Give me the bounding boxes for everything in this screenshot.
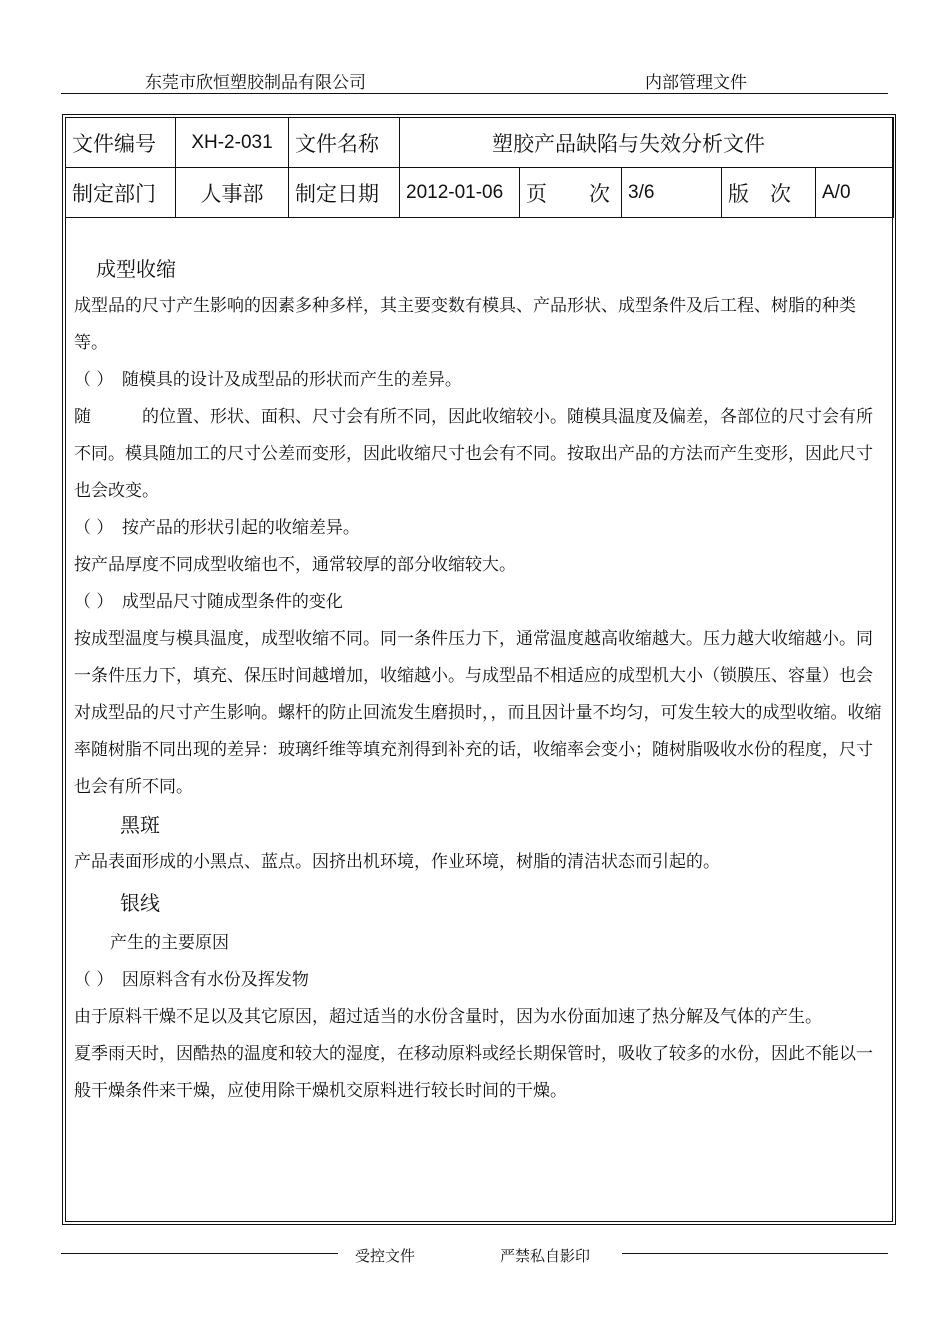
doc-name-label: 文件名称 — [289, 118, 400, 168]
doc-name-value: 塑胶产品缺陷与失效分析文件 — [400, 118, 894, 168]
list-item: （ ） 按产品的形状引起的收缩差异。 — [74, 518, 360, 538]
section-heading-black-spots: 黑斑 — [120, 813, 160, 837]
paragraph: 随 的位置、形状、面积、尺寸会有所不同，因此收缩较小。随模具温度及偏差，各部位的尺寸会有所不同。模具随加工的尺寸公差而变形，因此收缩尺寸也会有不同。按取出产品的方法而产生变形，因此尺寸也会改变。 — [74, 407, 873, 501]
page-label: 页 次 — [520, 168, 622, 218]
paragraph: 由于原料干燥不足以及其它原因，超过适当的水份含量时，因为水份面加速了热分解及气体的产生。 — [74, 1007, 822, 1027]
doc-no-value: XH-2-031 — [176, 118, 289, 168]
list-item: （ ） 成型品尺寸随成型条件的变化 — [74, 592, 343, 612]
footer-rule-left — [61, 1253, 338, 1254]
paragraph: 产品表面形成的小黑点、蓝点。因挤出机环境，作业环境，树脂的清洁状态而引起的。 — [74, 852, 720, 872]
subheading: 产生的主要原因 — [110, 933, 229, 953]
version-value: A/0 — [816, 168, 894, 218]
footer-rule-right — [622, 1253, 888, 1254]
header-rule — [61, 93, 888, 94]
paragraph: 按成型温度与模具温度，成型收缩不同。同一条件压力下，通常温度越高收缩越大。压力越大收缩越小。同一条件压力下，填充、保压时间越增加，收缩越小。与成型品不相适应的成型机大小（锁膜压、容量）也会对成型品的尺寸产生影响。螺杆的防止回流发生磨损时，，而且因计量不均匀，可发生较大的成型收缩。收缩率随树脂不同出现的差异：玻璃纤维等填充剂得到补充的话，收缩率会变小；随树脂吸收水份的程度，尺寸也会有所不同。 — [74, 629, 882, 797]
section-heading-shrinkage: 成型收缩 — [96, 257, 176, 281]
date-value: 2012-01-06 — [400, 168, 520, 218]
document-meta-table — [65, 117, 894, 218]
page-value: 3/6 — [622, 168, 722, 218]
section-heading-silver-streaks: 银线 — [120, 891, 160, 915]
company-name: 东莞市欣恒塑胶制品有限公司 — [145, 73, 366, 93]
footer-controlled-doc: 受控文件 — [355, 1247, 416, 1265]
version-label: 版 次 — [722, 168, 816, 218]
doc-no-label: 文件编号 — [66, 118, 176, 168]
paragraph: 夏季雨天时，因酷热的温度和较大的湿度，在移动原料或经长期保管时，吸收了较多的水份，因此不能以一般干燥条件来干燥，应使用除干燥机交原料进行较长时间的干燥。 — [74, 1044, 873, 1101]
paragraph: 按产品厚度不同成型收缩也不，通常较厚的部分收缩较大。 — [74, 555, 516, 575]
list-item: （ ） 因原料含有水份及挥发物 — [74, 970, 309, 990]
paragraph: 成型品的尺寸产生影响的因素多种多样，其主要变数有模具、产品形状、成型条件及后工程、树脂的种类等。 — [74, 296, 856, 353]
list-item: （ ） 随模具的设计及成型品的形状而产生的差异。 — [74, 370, 462, 390]
date-label: 制定日期 — [289, 168, 400, 218]
dept-label: 制定部门 — [66, 168, 176, 218]
footer-no-copy: 严禁私自影印 — [500, 1247, 591, 1265]
document-classification: 内部管理文件 — [645, 73, 747, 93]
dept-value: 人事部 — [176, 168, 289, 218]
document-body — [74, 250, 889, 1110]
